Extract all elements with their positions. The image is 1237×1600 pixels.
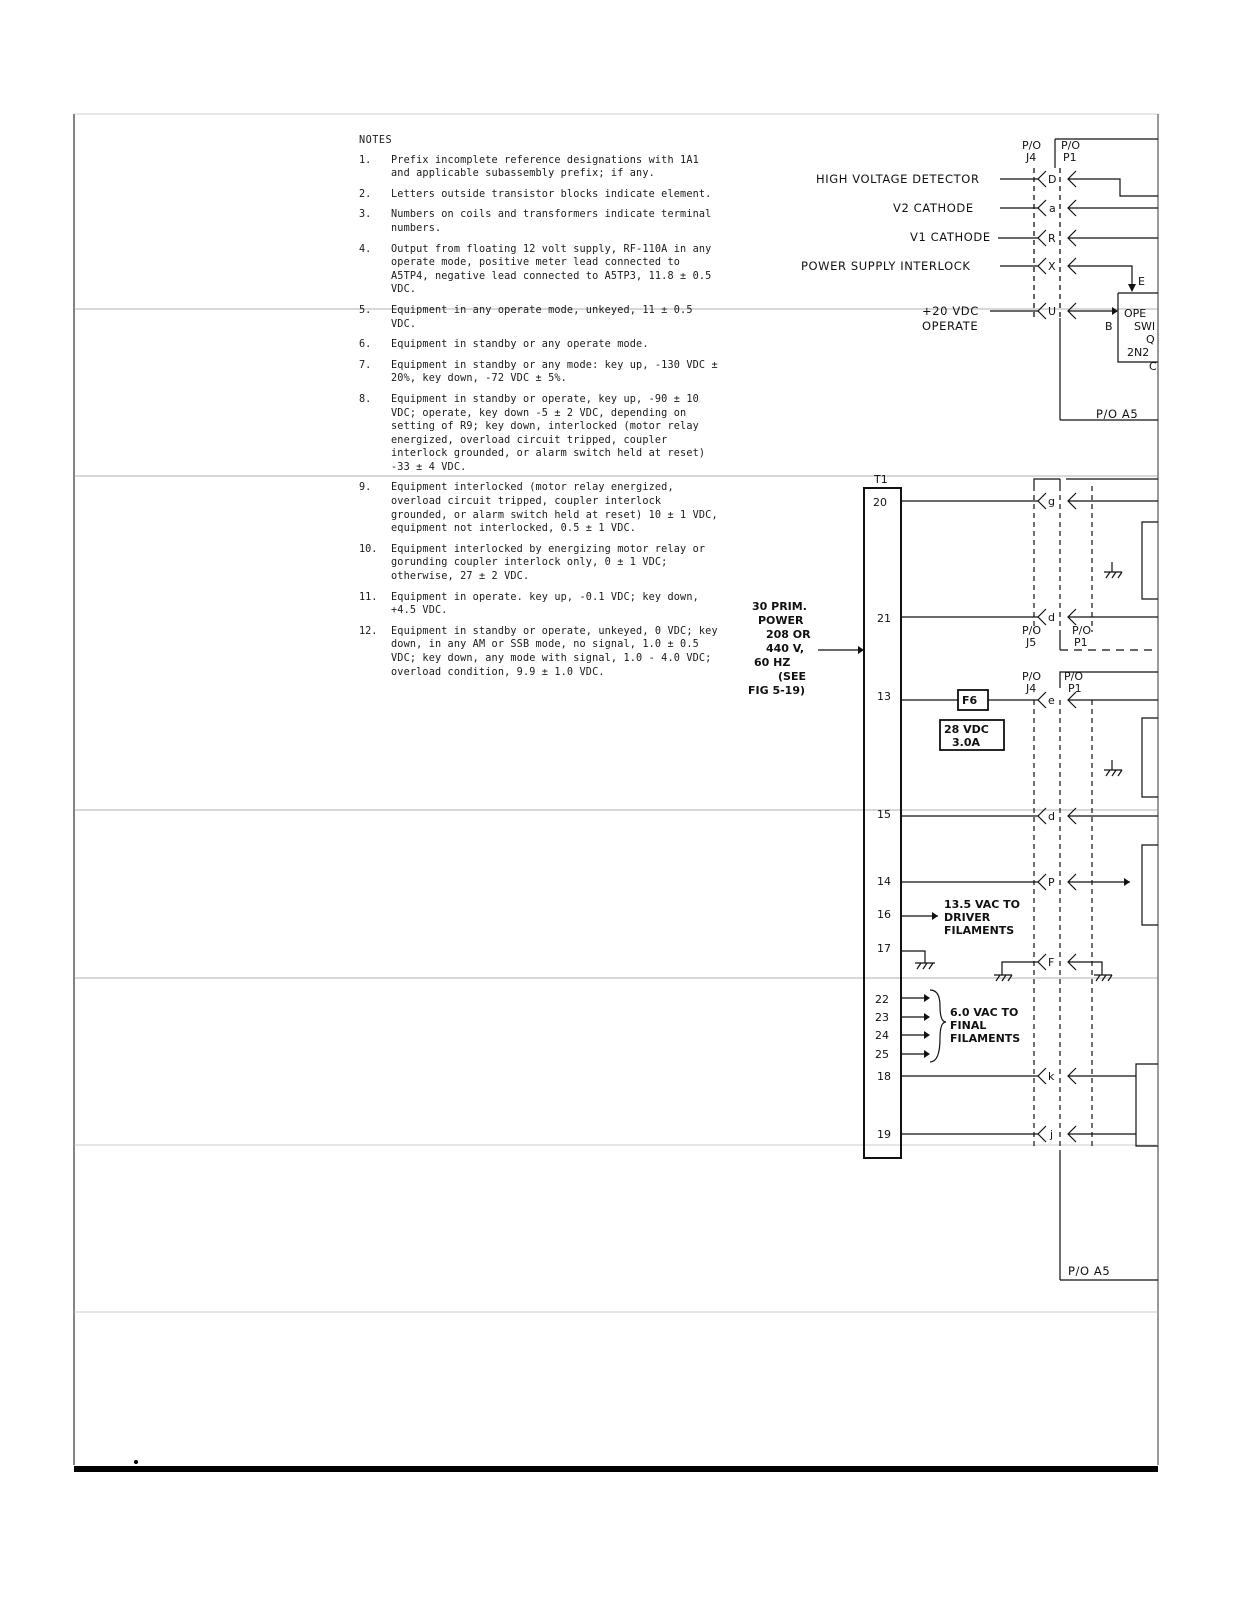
prim-power-l6: (SEE	[778, 670, 806, 683]
mid-connector-section	[901, 479, 1158, 1280]
pin-X: X	[1048, 260, 1056, 273]
note-item: 5. Equipment in any operate mode, unkeyed, 11 ± 0.5 VDC.	[359, 304, 693, 330]
pin-d2: d	[1048, 810, 1055, 823]
note-item: 12. Equipment in standby or operate, unkeyed, 0 VDC; key down, in any AM or SSB mode, no signal, 1.0 ± 0.5 VDC; key down, any mode with signal, 1.0 - 4.0 VDC; overload condition, 9.9 ± 1.0 VDC.	[359, 625, 718, 678]
pin-U: U	[1048, 305, 1057, 318]
driver-fil-l3: FILAMENTS	[944, 924, 1015, 937]
pin-F: F	[1048, 956, 1055, 969]
t1-term-24: 24	[875, 1029, 889, 1042]
label-v1-cathode: V1 CATHODE	[910, 230, 991, 244]
label-v2-cathode: V2 CATHODE	[893, 201, 974, 215]
label-ps-interlock: POWER SUPPLY INTERLOCK	[801, 259, 971, 273]
note-item: 4. Output from floating 12 volt supply, RF-110A in any operate mode, positive meter lead connected to A5TP4, negative lead connected to A5TP3, 11.8 ± 0.5 VDC.	[359, 243, 712, 296]
label-hv-detector: HIGH VOLTAGE DETECTOR	[816, 172, 980, 186]
t1-term-21: 21	[877, 612, 891, 625]
prim-power-l2: POWER	[758, 614, 804, 627]
notes-list	[359, 154, 719, 680]
conn-j4-low-label: J4	[1026, 682, 1037, 695]
t1-term-15: 15	[877, 808, 891, 821]
t1-term-25: 25	[875, 1048, 889, 1061]
prim-power-l4: 440 V,	[766, 642, 805, 655]
notes-block	[359, 134, 719, 686]
label-operate: OPERATE	[922, 319, 979, 333]
fuse-rating-2: 3.0A	[952, 736, 980, 749]
conn-po-p1-top: P/O	[1061, 139, 1080, 152]
conn-po-p1-mid: P/O	[1072, 624, 1091, 637]
switch-block-l5: C	[1149, 360, 1157, 373]
t1-term-16: 16	[877, 908, 891, 921]
t1-term-13: 13	[877, 690, 891, 703]
pin-e: e	[1048, 694, 1055, 707]
t1-term-17: 17	[877, 942, 891, 955]
driver-fil-l2: DRIVER	[944, 911, 991, 924]
conn-po-j5: P/O	[1022, 624, 1041, 637]
conn-po-j4-top: P/O	[1022, 139, 1041, 152]
label-plus20: +20 VDC	[922, 304, 979, 318]
pin-k: k	[1048, 1070, 1055, 1083]
note-item: 10. Equipment interlocked by energizing motor relay or gorunding coupler interlock only, 0 ± 1 VDC; otherwise, 27 ± 2 VDC.	[359, 543, 706, 583]
t1-term-22: 22	[875, 993, 889, 1006]
pin-P: P	[1048, 876, 1055, 889]
pin-g: g	[1048, 495, 1055, 508]
po-a5-bottom: P/O A5	[1068, 1264, 1111, 1278]
switch-block-l1: OPE	[1124, 307, 1147, 320]
conn-j4-label: J4	[1026, 151, 1037, 164]
notes-title: NOTES	[359, 135, 393, 146]
conn-p1-label: P1	[1063, 151, 1077, 164]
switch-block-l3: Q	[1146, 333, 1155, 346]
top-connector-section	[801, 139, 1158, 421]
note-item: 11. Equipment in operate. key up, -0.1 VDC; key down, +4.5 VDC.	[359, 591, 699, 617]
t1-term-23: 23	[875, 1011, 889, 1024]
fuse-name: F6	[962, 694, 978, 707]
note-item: 8. Equipment in standby or operate, key up, -90 ± 10 VDC; operate, key down -5 ± 2 VDC, depending on setting of R9; key down, interlocked (motor relay energized, overload circuit tripped, coupler interlock grounded, or alarm switch held at reset) -33 ± 4 VDC.	[359, 393, 706, 473]
pin-a: a	[1049, 202, 1056, 215]
note-item: 2. Letters outside transistor blocks indicate element.	[359, 188, 712, 200]
conn-po-j4-low: P/O	[1022, 670, 1041, 683]
t1-label: T1	[874, 473, 888, 486]
note-item: 3. Numbers on coils and transformers indicate terminal numbers.	[359, 209, 712, 234]
t1-term-19: 19	[877, 1128, 891, 1141]
prim-power-l5: 60 HZ	[754, 656, 791, 669]
final-fil-l3: FILAMENTS	[950, 1032, 1021, 1045]
switch-block-l2: SWI	[1134, 320, 1156, 333]
fuse-rating-1: 28 VDC	[944, 723, 989, 736]
conn-po-p1-low: P/O	[1064, 670, 1083, 683]
conn-j5-label: J5	[1026, 636, 1037, 649]
switch-block-l4: 2N2	[1127, 346, 1150, 359]
conn-p1-mid-label: P1	[1074, 636, 1088, 649]
driver-fil-l1: 13.5 VAC TO	[944, 898, 1021, 911]
note-item: 9. Equipment interlocked (motor relay energized, overload circuit tripped, coupler interlock grounded, or alarm switch held at reset) 10 ± 1 VDC, equipment not interlocked, 0.5 ± 1 VDC.	[359, 482, 718, 535]
final-fil-l1: 6.0 VAC TO	[950, 1006, 1019, 1019]
note-item: 6. Equipment in standby or any operate mode.	[359, 339, 649, 351]
note-item: 1. Prefix incomplete reference designations with 1A1 and applicable subassembly prefix; if any.	[359, 154, 699, 180]
pin-R: R	[1048, 232, 1056, 245]
final-fil-l2: FINAL	[950, 1019, 987, 1032]
switch-pin-E: E	[1138, 275, 1145, 288]
t1-term-18: 18	[877, 1070, 891, 1083]
prim-power-l1: 30 PRIM.	[752, 600, 807, 613]
prim-power-l3: 208 OR	[766, 628, 811, 641]
po-a5-top: P/O A5	[1096, 407, 1139, 421]
t1-terminal-strip	[748, 473, 901, 1158]
switch-pin-B: B	[1105, 320, 1113, 333]
pin-d: d	[1048, 611, 1055, 624]
pin-j: j	[1050, 1128, 1054, 1141]
conn-p1-low-label: P1	[1068, 682, 1082, 695]
prim-power-l7: FIG 5-19)	[748, 684, 806, 697]
t1-term-20: 20	[873, 496, 887, 509]
note-item: 7. Equipment in standby or any mode: key up, -130 VDC ± 20%, key down, -72 VDC ± 5%.	[359, 359, 718, 385]
t1-term-14: 14	[877, 875, 891, 888]
pin-D: D	[1048, 173, 1057, 186]
